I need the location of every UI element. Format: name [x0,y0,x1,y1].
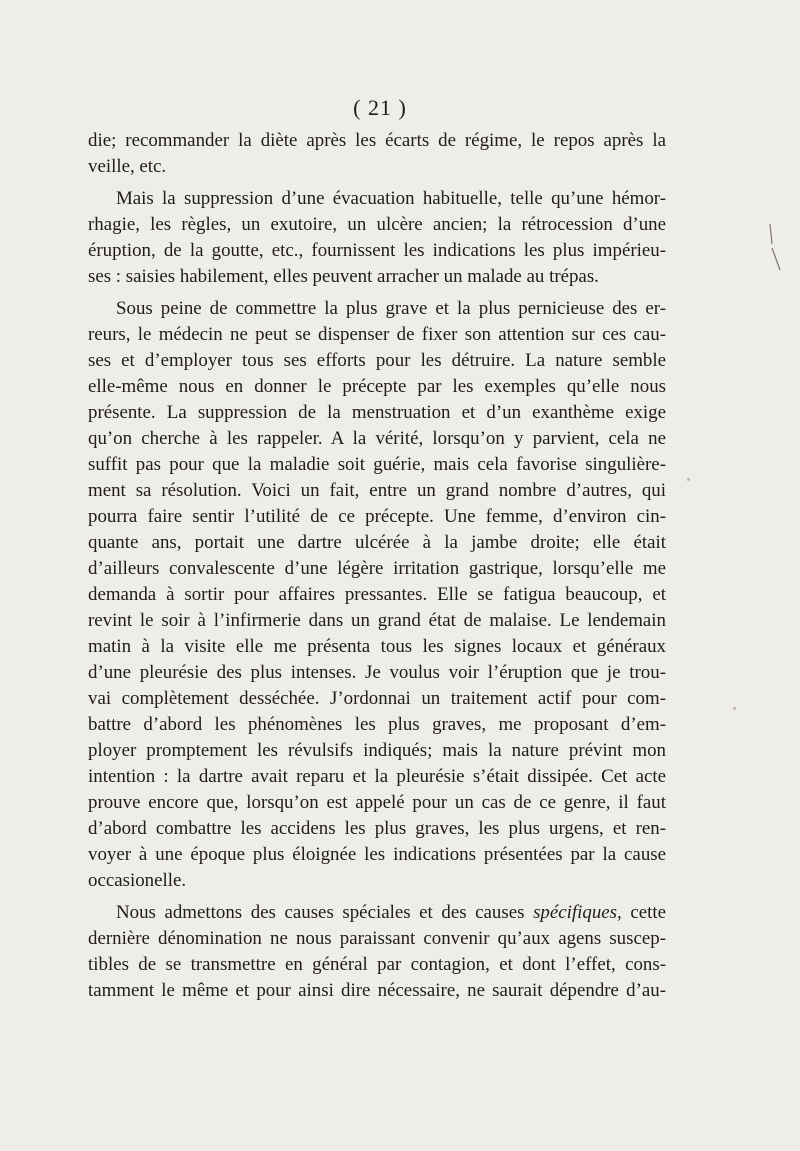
text-line: tamment le même et pour ainsi dire nécessaire, ne saurait dépendre d’au- [88,980,666,1001]
text-line: Mais la suppression d’une évacuation habituelle, telle qu’une hémor- [116,188,666,209]
text-run: Nous admettons des causes spéciales et des causes [116,902,534,923]
text-line: die; recommander la diète après les écarts de régime, le repos après la [88,130,666,151]
text-line: demanda à sortir pour affaires pressantes. Elle se fatigua beaucoup, et [88,584,666,605]
text-line: Sous peine de commettre la plus grave et la plus pernicieuse des er- [116,298,666,319]
text-line: ses : saisies habilement, elles peuvent arracher un malade au trépas. [88,266,599,287]
page-number: ( 21 ) [353,95,407,120]
text-line [88,900,666,926]
text-line: ses et d’employer tous ses efforts pour les détruire. La nature semble [88,350,666,371]
text-line: ployer promptement les révulsifs indiqués; mais la nature prévint mon [88,740,666,761]
text-line: rhagie, les règles, un exutoire, un ulcère ancien; la rétrocession d’une [88,214,666,235]
text-line: battre d’abord les phénomènes les plus graves, me proposant d’em- [88,714,666,735]
text-line: éruption, de la goutte, etc., fournissent les indications les plus impérieu- [88,240,666,261]
text-line: voyer à une époque plus éloignée les indications présentées par la cause [88,844,666,865]
text-line: dernière dénomination ne nous paraissant convenir qu’aux agens suscep- [88,928,666,949]
text-line: matin à la visite elle me présenta tous les signes locaux et généraux [88,636,666,657]
text-line: présente. La suppression de la menstruation et d’un exanthème exige [88,402,666,423]
text-line: veille, etc. [88,156,167,177]
text-line: ment sa résolution. Voici un fait, entre un grand nombre d’autres, qui [88,480,666,501]
text-line: occasionelle. [88,870,187,891]
text-line: reurs, le médecin ne peut se dispenser de fixer son attention sur ces cau- [88,324,666,345]
paper-speck [687,478,690,481]
margin-pencil-mark [768,222,782,274]
text-line: d’une pleurésie des plus intenses. Je voulus voir l’éruption que je trou- [88,662,666,683]
text-line: qu’on cherche à les rappeler. A la vérité, lorsqu’on y parvient, cela ne [88,428,666,449]
text-run: , cette [617,902,666,923]
text-line: quante ans, portait une dartre ulcérée à la jambe droite; elle était [88,532,666,553]
text-line: intention : la dartre avait reparu et la pleurésie s’était dissipée. Cet acte [88,766,666,787]
text-line: pourra faire sentir l’utilité de ce précepte. Une femme, d’environ cin- [88,506,666,527]
text-line: tibles de se transmettre en général par contagion, et dont l’effet, cons- [88,954,666,975]
text-line: suffit pas pour que la maladie soit guérie, mais cela favorise singulière- [88,454,666,475]
body-text [88,128,666,1004]
text-line: d’abord combattre les accidens les plus graves, les plus urgens, et ren- [88,818,666,839]
italic-term: spécifiques [533,902,618,923]
text-line: revint le soir à l’infirmerie dans un grand état de malaise. Le lendemain [88,610,666,631]
text-line: d’ailleurs convalescente d’une légère irritation gastrique, lorsqu’elle me [88,558,666,579]
text-line: elle-même nous en donner le précepte par les exemples qu’elle nous [88,376,666,397]
text-line: vai complètement desséchée. J’ordonnai un traitement actif pour com- [88,688,666,709]
text-line: prouve encore que, lorsqu’on est appelé pour un cas de ce genre, il faut [88,792,666,813]
paper-speck [733,707,736,710]
